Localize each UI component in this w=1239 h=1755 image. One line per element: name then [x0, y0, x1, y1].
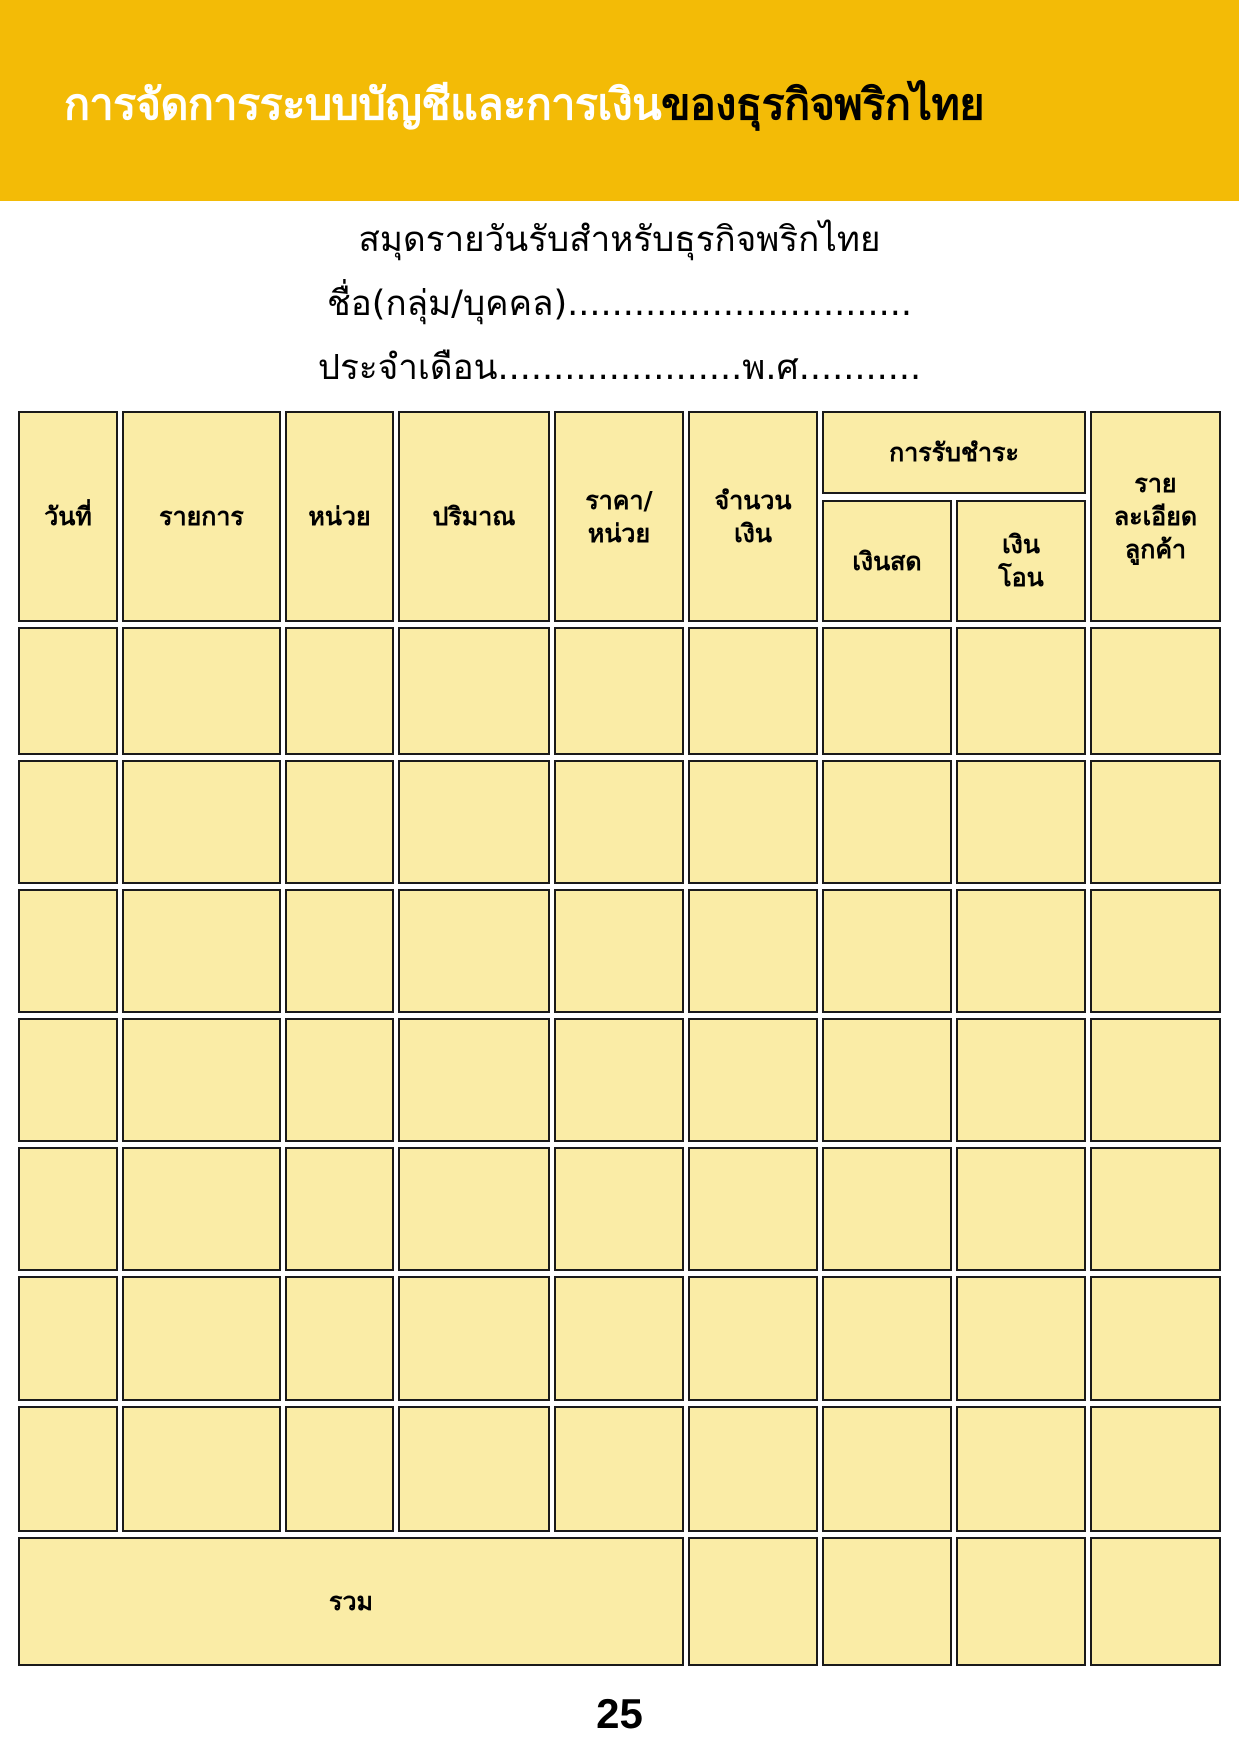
entry-cell[interactable]	[122, 1147, 281, 1271]
page-number: 25	[596, 1690, 643, 1737]
header-payment	[822, 411, 1086, 494]
header-cash-label: เงินสด	[852, 546, 922, 576]
header-quantity	[398, 411, 550, 622]
entry-cell[interactable]	[688, 1276, 818, 1401]
entry-cell[interactable]	[956, 627, 1086, 755]
header-unit-label: หน่วย	[308, 502, 371, 531]
header-price-per-unit	[554, 411, 684, 622]
total-cell[interactable]	[822, 1537, 952, 1666]
entry-cell[interactable]	[285, 1018, 394, 1142]
entry-cell[interactable]	[554, 889, 684, 1013]
header-customer-details	[1090, 411, 1221, 622]
entry-cell[interactable]	[554, 1018, 684, 1142]
header-item	[122, 411, 281, 622]
entry-cell[interactable]	[398, 889, 550, 1013]
entry-cell[interactable]	[18, 627, 118, 755]
header-date	[18, 411, 118, 622]
entry-cell[interactable]	[688, 1406, 818, 1532]
entry-cell[interactable]	[122, 1406, 281, 1532]
header-amount-label: จำนวน เงิน	[714, 485, 792, 548]
entry-cell[interactable]	[688, 889, 818, 1013]
entry-cell[interactable]	[18, 1406, 118, 1532]
page-title	[64, 70, 984, 140]
header-amount	[688, 411, 818, 622]
entry-cell[interactable]	[956, 889, 1086, 1013]
entry-cell[interactable]	[688, 1018, 818, 1142]
entry-cell[interactable]	[18, 1147, 118, 1271]
entry-cell[interactable]	[285, 1276, 394, 1401]
title-banner	[0, 0, 1239, 201]
header-quantity-label: ปริมาณ	[432, 502, 516, 531]
header-customer-details-label: ราย ละเอียด ลูกค้า	[1113, 469, 1198, 564]
journal-subtitle: สมุดรายวันรับสำหรับธุรกิจพริกไทย	[358, 220, 881, 260]
entry-cell[interactable]	[822, 627, 952, 755]
entry-cell[interactable]	[1090, 1147, 1221, 1271]
header-payment-label: การรับชำระ	[889, 438, 1019, 467]
header-transfer	[956, 500, 1086, 622]
total-cell[interactable]	[1090, 1537, 1221, 1666]
entry-cell[interactable]	[822, 760, 952, 884]
entry-cell[interactable]	[1090, 1276, 1221, 1401]
header-date-label: วันที่	[44, 502, 92, 531]
entry-cell[interactable]	[1090, 1018, 1221, 1142]
entry-cell[interactable]	[688, 760, 818, 884]
total-label-cell-label: รวม	[329, 1587, 373, 1616]
entry-cell[interactable]	[1090, 889, 1221, 1013]
entry-cell[interactable]	[398, 1018, 550, 1142]
entry-cell[interactable]	[398, 760, 550, 884]
entry-cell[interactable]	[554, 760, 684, 884]
entry-cell[interactable]	[285, 1406, 394, 1532]
entry-cell[interactable]	[1090, 1406, 1221, 1532]
entry-cell[interactable]	[554, 1406, 684, 1532]
header-price-per-unit-label: ราคา/ หน่วย	[585, 485, 653, 548]
entry-cell[interactable]	[122, 1018, 281, 1142]
entry-cell[interactable]	[822, 1406, 952, 1532]
header-item-label: รายการ	[159, 502, 244, 531]
entry-cell[interactable]	[822, 1018, 952, 1142]
header-unit	[285, 411, 394, 622]
entry-cell[interactable]	[822, 1147, 952, 1271]
entry-cell[interactable]	[122, 760, 281, 884]
entry-cell[interactable]	[554, 1276, 684, 1401]
entry-cell[interactable]	[1090, 760, 1221, 884]
header-transfer-label: เงิน โอน	[998, 530, 1044, 592]
entry-cell[interactable]	[18, 760, 118, 884]
entry-cell[interactable]	[822, 889, 952, 1013]
entry-cell[interactable]	[688, 1147, 818, 1271]
entry-cell[interactable]	[398, 1147, 550, 1271]
entry-cell[interactable]	[18, 1276, 118, 1401]
entry-cell[interactable]	[554, 1147, 684, 1271]
entry-cell[interactable]	[285, 760, 394, 884]
entry-cell[interactable]	[956, 1276, 1086, 1401]
entry-cell[interactable]	[398, 1276, 550, 1401]
entry-cell[interactable]	[956, 1406, 1086, 1532]
entry-cell[interactable]	[688, 627, 818, 755]
entry-cell[interactable]	[956, 1018, 1086, 1142]
entry-cell[interactable]	[285, 627, 394, 755]
entry-cell[interactable]	[285, 889, 394, 1013]
entry-cell[interactable]	[398, 627, 550, 755]
name-field-line: ชื่อ(กลุ่ม/บุคคล)...............................	[327, 284, 912, 324]
header-cash	[822, 500, 952, 622]
month-year-field-line: ประจำเดือน......................พ.ศ...........	[317, 348, 922, 388]
entry-cell[interactable]	[122, 889, 281, 1013]
entry-cell[interactable]	[285, 1147, 394, 1271]
entry-cell[interactable]	[822, 1276, 952, 1401]
entry-cell[interactable]	[956, 1147, 1086, 1271]
entry-cell[interactable]	[956, 760, 1086, 884]
entry-cell[interactable]	[122, 627, 281, 755]
total-cell[interactable]	[956, 1537, 1086, 1666]
entry-cell[interactable]	[122, 1276, 281, 1401]
title-part-1: การจัดการระบบบัญชีและการเงิน	[64, 80, 662, 130]
total-cell[interactable]	[688, 1537, 818, 1666]
entry-cell[interactable]	[554, 627, 684, 755]
total-label-cell	[18, 1537, 684, 1666]
entry-cell[interactable]	[398, 1406, 550, 1532]
entry-cell[interactable]	[18, 1018, 118, 1142]
entry-cell[interactable]	[1090, 627, 1221, 755]
entry-cell[interactable]	[18, 889, 118, 1013]
title-part-2: ของธุรกิจพริกไทย	[661, 80, 985, 130]
